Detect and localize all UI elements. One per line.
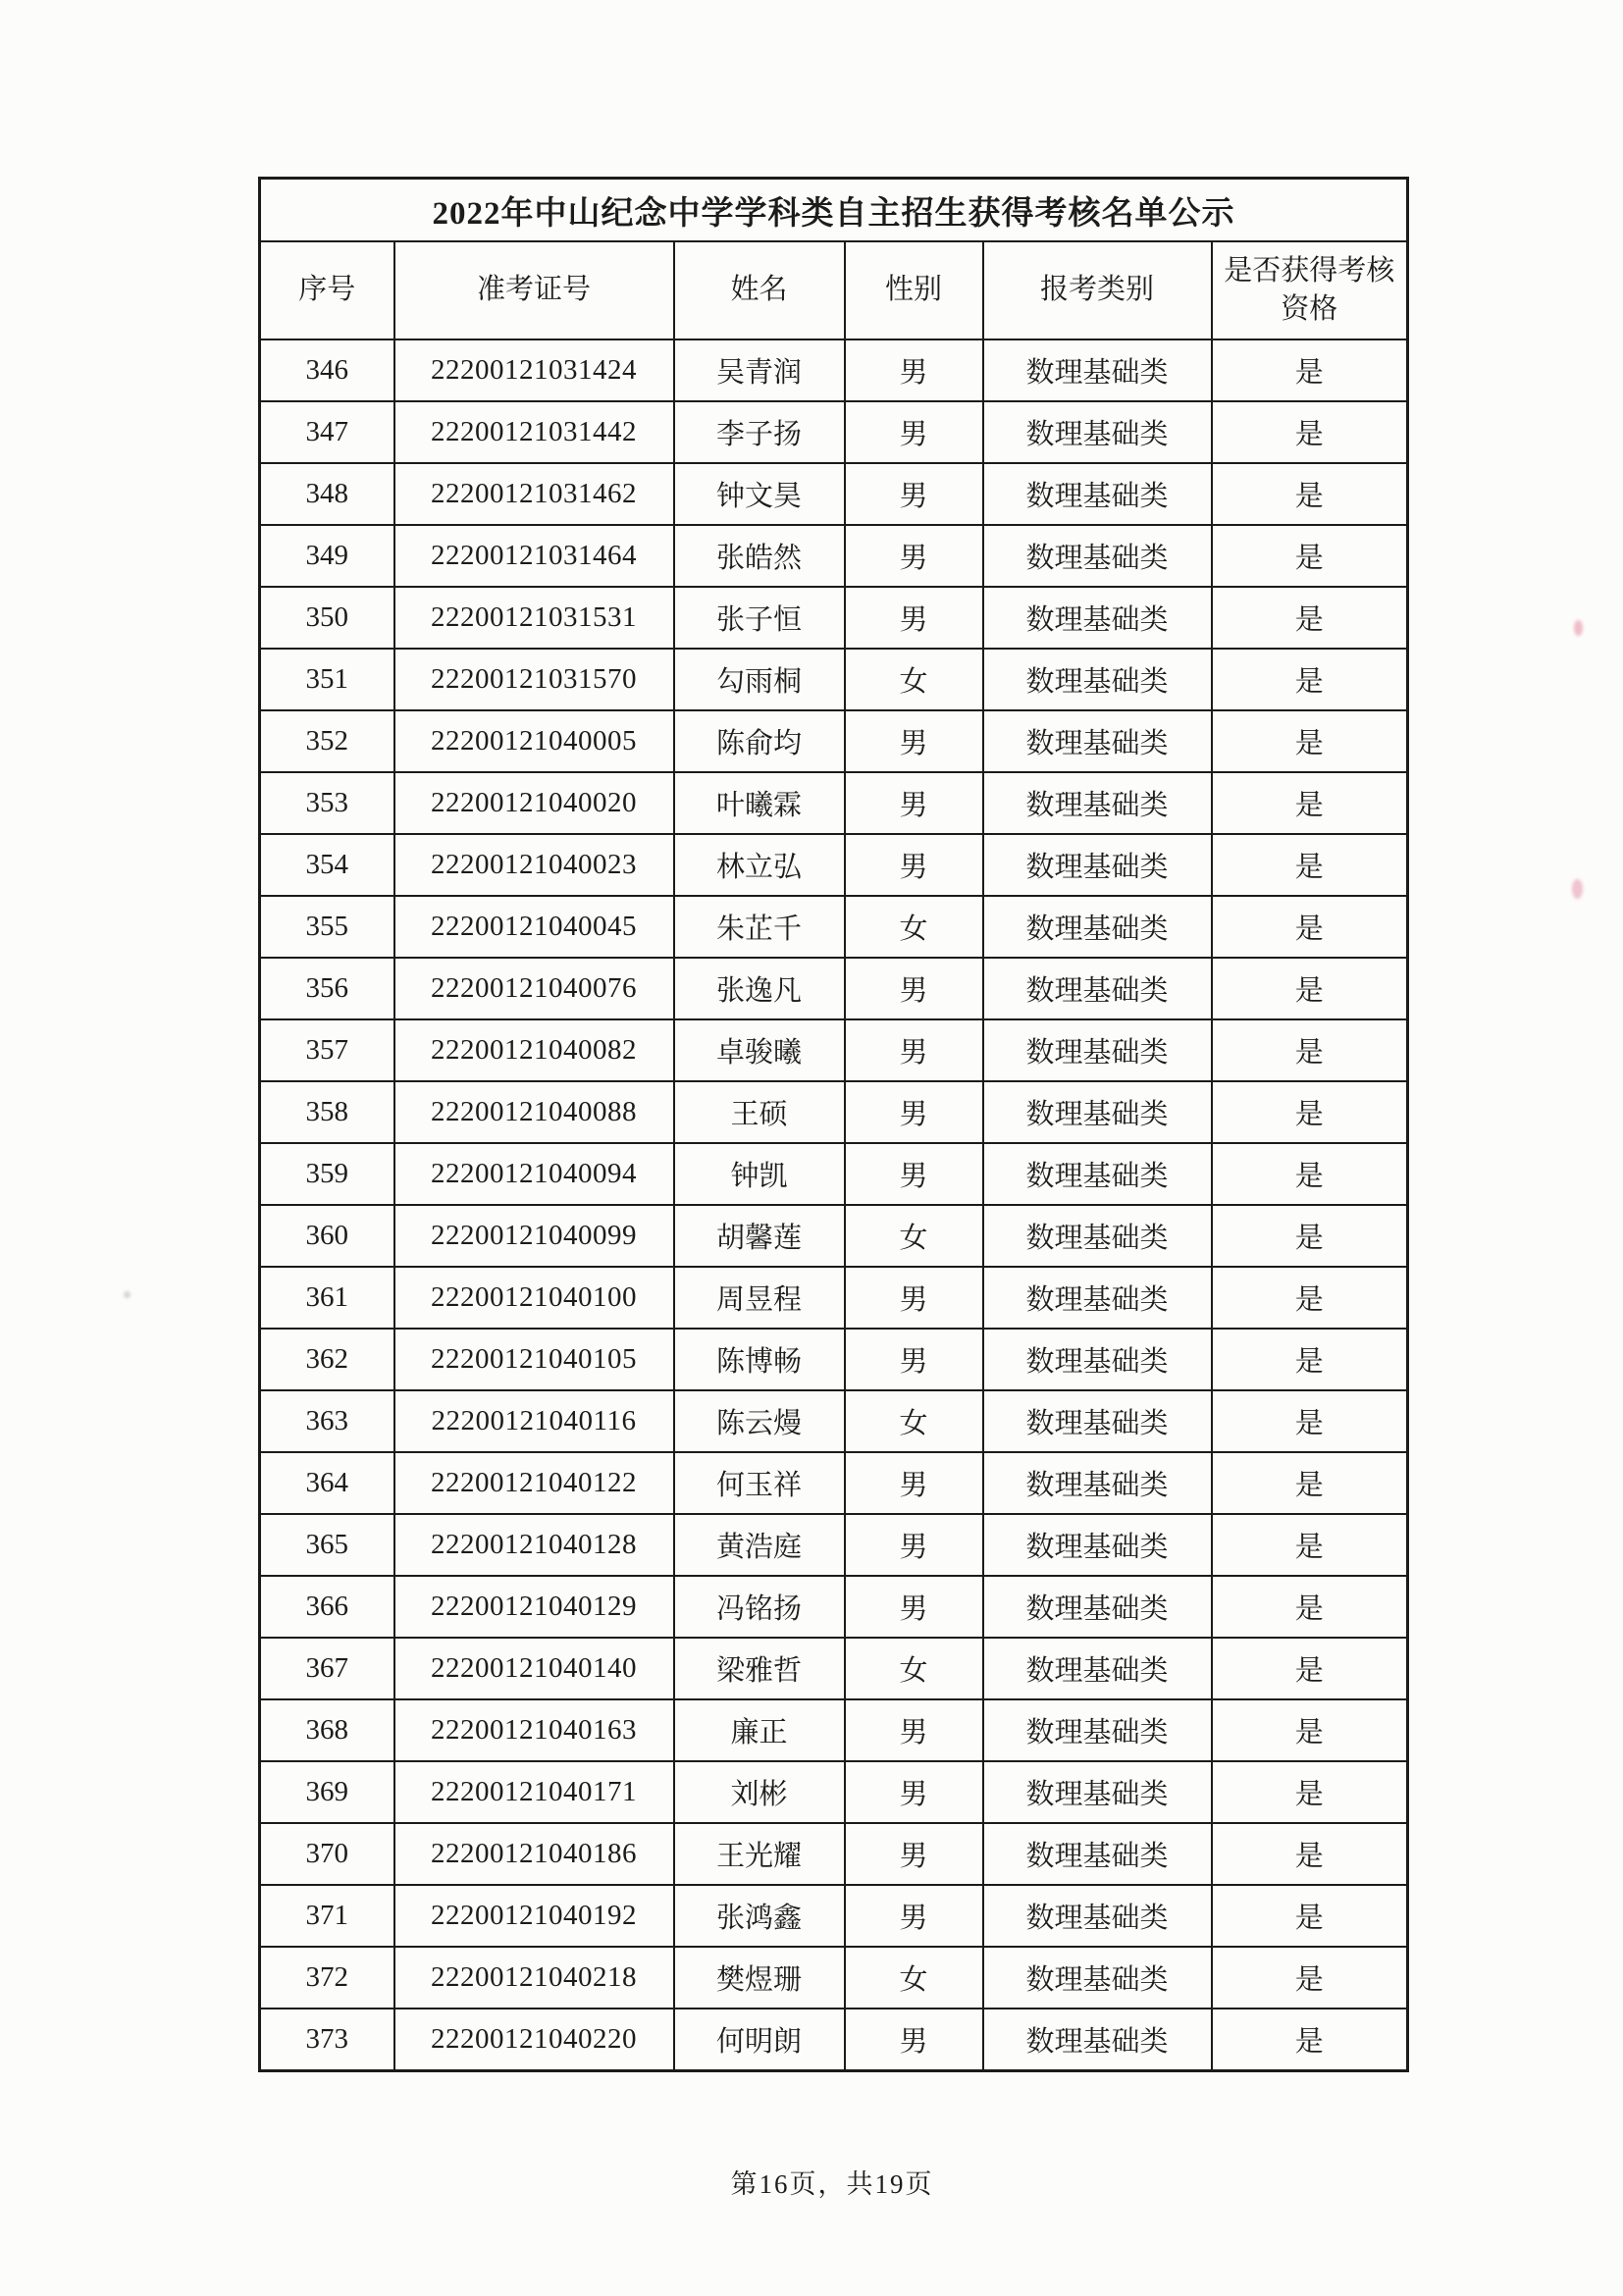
category-cell: 数理基础类	[983, 958, 1212, 1019]
row-index-cell: 369	[260, 1761, 394, 1823]
row-index-cell: 348	[260, 463, 394, 525]
category-cell: 数理基础类	[983, 2009, 1212, 2071]
ticket-number-cell: 22200121040218	[394, 1947, 674, 2009]
gender-cell: 女	[845, 1947, 983, 2009]
ticket-number-cell: 22200121040005	[394, 710, 674, 772]
table-row	[260, 958, 1408, 1019]
qualified-cell: 是	[1212, 1947, 1408, 2009]
category-cell: 数理基础类	[983, 772, 1212, 834]
row-index-cell: 367	[260, 1638, 394, 1699]
name-cell: 王硕	[674, 1081, 845, 1143]
category-cell: 数理基础类	[983, 1823, 1212, 1885]
ticket-number-cell: 22200121040099	[394, 1205, 674, 1267]
table-row	[260, 1143, 1408, 1205]
category-cell: 数理基础类	[983, 1205, 1212, 1267]
column-header-name: 姓名	[674, 241, 845, 339]
table-row	[260, 1205, 1408, 1267]
ticket-number-cell: 22200121040128	[394, 1514, 674, 1576]
row-index-cell: 373	[260, 2009, 394, 2071]
table-row	[260, 834, 1408, 896]
ticket-number-cell: 22200121040020	[394, 772, 674, 834]
name-cell: 张鸿鑫	[674, 1885, 845, 1947]
category-cell: 数理基础类	[983, 1947, 1212, 2009]
column-header-gender: 性别	[845, 241, 983, 339]
name-cell: 王光耀	[674, 1823, 845, 1885]
ticket-number-cell: 22200121040094	[394, 1143, 674, 1205]
row-index-cell: 362	[260, 1329, 394, 1390]
qualified-cell: 是	[1212, 1514, 1408, 1576]
gender-cell: 男	[845, 834, 983, 896]
row-index-cell: 364	[260, 1452, 394, 1514]
qualified-cell: 是	[1212, 1576, 1408, 1638]
qualified-cell: 是	[1212, 1390, 1408, 1452]
name-cell: 胡馨莲	[674, 1205, 845, 1267]
qualified-cell: 是	[1212, 401, 1408, 463]
name-cell: 梁雅哲	[674, 1638, 845, 1699]
scan-artifact-grey-dot	[124, 1291, 131, 1298]
table-row	[260, 2009, 1408, 2071]
qualified-cell: 是	[1212, 587, 1408, 649]
qualified-cell: 是	[1212, 1761, 1408, 1823]
name-cell: 何玉祥	[674, 1452, 845, 1514]
name-cell: 卓骏曦	[674, 1019, 845, 1081]
gender-cell: 女	[845, 896, 983, 958]
row-index-cell: 352	[260, 710, 394, 772]
name-cell: 钟文昊	[674, 463, 845, 525]
ticket-number-cell: 22200121031464	[394, 525, 674, 587]
name-cell: 李子扬	[674, 401, 845, 463]
gender-cell: 男	[845, 1699, 983, 1761]
name-cell: 张子恒	[674, 587, 845, 649]
table-row	[260, 525, 1408, 587]
category-cell: 数理基础类	[983, 1885, 1212, 1947]
gender-cell: 男	[845, 339, 983, 401]
category-cell: 数理基础类	[983, 463, 1212, 525]
qualified-cell: 是	[1212, 1019, 1408, 1081]
ticket-number-cell: 22200121040088	[394, 1081, 674, 1143]
table-row	[260, 1823, 1408, 1885]
page-number-footer: 第16页，共19页	[730, 2169, 934, 2199]
table-row	[260, 896, 1408, 958]
gender-cell: 男	[845, 401, 983, 463]
gender-cell: 男	[845, 772, 983, 834]
gender-cell: 女	[845, 1638, 983, 1699]
row-index-cell: 351	[260, 649, 394, 710]
category-cell: 数理基础类	[983, 525, 1212, 587]
name-cell: 冯铭扬	[674, 1576, 845, 1638]
ticket-number-cell: 22200121040192	[394, 1885, 674, 1947]
category-cell: 数理基础类	[983, 834, 1212, 896]
ticket-number-cell: 22200121040045	[394, 896, 674, 958]
qualified-cell: 是	[1212, 1205, 1408, 1267]
name-cell: 钟凯	[674, 1143, 845, 1205]
table-row	[260, 1885, 1408, 1947]
table-row	[260, 1267, 1408, 1329]
category-cell: 数理基础类	[983, 710, 1212, 772]
row-index-cell: 368	[260, 1699, 394, 1761]
column-header-ticket-number: 准考证号	[394, 241, 674, 339]
gender-cell: 男	[845, 1019, 983, 1081]
admission-qualification-table	[258, 177, 1409, 2072]
ticket-number-cell: 22200121040122	[394, 1452, 674, 1514]
category-cell: 数理基础类	[983, 1267, 1212, 1329]
column-header-index: 序号	[260, 241, 394, 339]
row-index-cell: 356	[260, 958, 394, 1019]
category-cell: 数理基础类	[983, 649, 1212, 710]
qualified-cell: 是	[1212, 2009, 1408, 2071]
scan-artifact-pink-mark	[1574, 620, 1583, 636]
gender-cell: 男	[845, 1514, 983, 1576]
qualified-cell: 是	[1212, 834, 1408, 896]
ticket-number-cell: 22200121031424	[394, 339, 674, 401]
document-title: 2022年中山纪念中学学科类自主招生获得考核名单公示	[260, 179, 1408, 242]
ticket-number-cell: 22200121040220	[394, 2009, 674, 2071]
qualified-cell: 是	[1212, 1823, 1408, 1885]
qualified-cell: 是	[1212, 649, 1408, 710]
gender-cell: 男	[845, 958, 983, 1019]
table-row	[260, 463, 1408, 525]
row-index-cell: 357	[260, 1019, 394, 1081]
qualified-cell: 是	[1212, 1638, 1408, 1699]
name-cell: 吴青润	[674, 339, 845, 401]
table-row	[260, 1947, 1408, 2009]
scan-artifact-pink-mark	[1572, 879, 1583, 899]
name-cell: 周昱程	[674, 1267, 845, 1329]
table-row	[260, 1514, 1408, 1576]
name-cell: 刘彬	[674, 1761, 845, 1823]
qualified-cell: 是	[1212, 772, 1408, 834]
gender-cell: 男	[845, 1081, 983, 1143]
category-cell: 数理基础类	[983, 401, 1212, 463]
qualified-cell: 是	[1212, 1329, 1408, 1390]
table-row	[260, 1576, 1408, 1638]
name-cell: 樊煜珊	[674, 1947, 845, 2009]
table-row	[260, 339, 1408, 401]
row-index-cell: 360	[260, 1205, 394, 1267]
category-cell: 数理基础类	[983, 339, 1212, 401]
row-index-cell: 353	[260, 772, 394, 834]
row-index-cell: 347	[260, 401, 394, 463]
category-cell: 数理基础类	[983, 1329, 1212, 1390]
name-cell: 廉正	[674, 1699, 845, 1761]
table-title-row	[260, 179, 1408, 242]
table-row	[260, 1638, 1408, 1699]
gender-cell: 男	[845, 1329, 983, 1390]
qualified-cell: 是	[1212, 710, 1408, 772]
ticket-number-cell: 22200121031462	[394, 463, 674, 525]
ticket-number-cell: 22200121040163	[394, 1699, 674, 1761]
column-header-category: 报考类别	[983, 241, 1212, 339]
ticket-number-cell: 22200121040023	[394, 834, 674, 896]
qualified-cell: 是	[1212, 1885, 1408, 1947]
name-cell: 林立弘	[674, 834, 845, 896]
name-cell: 陈云熳	[674, 1390, 845, 1452]
gender-cell: 男	[845, 525, 983, 587]
name-cell: 黄浩庭	[674, 1514, 845, 1576]
category-cell: 数理基础类	[983, 1081, 1212, 1143]
qualified-cell: 是	[1212, 1699, 1408, 1761]
row-index-cell: 349	[260, 525, 394, 587]
table-row	[260, 772, 1408, 834]
gender-cell: 女	[845, 1205, 983, 1267]
qualified-cell: 是	[1212, 1452, 1408, 1514]
gender-cell: 男	[845, 1143, 983, 1205]
row-index-cell: 372	[260, 1947, 394, 2009]
ticket-number-cell: 22200121031442	[394, 401, 674, 463]
gender-cell: 男	[845, 1823, 983, 1885]
table-row	[260, 1329, 1408, 1390]
row-index-cell: 355	[260, 896, 394, 958]
qualified-cell: 是	[1212, 463, 1408, 525]
ticket-number-cell: 22200121031531	[394, 587, 674, 649]
name-cell: 勾雨桐	[674, 649, 845, 710]
row-index-cell: 359	[260, 1143, 394, 1205]
ticket-number-cell: 22200121040082	[394, 1019, 674, 1081]
qualified-cell: 是	[1212, 1267, 1408, 1329]
ticket-number-cell: 22200121031570	[394, 649, 674, 710]
ticket-number-cell: 22200121040171	[394, 1761, 674, 1823]
ticket-number-cell: 22200121040140	[394, 1638, 674, 1699]
table-body	[260, 339, 1408, 2071]
name-cell: 陈俞均	[674, 710, 845, 772]
gender-cell: 男	[845, 1267, 983, 1329]
table-header-row	[260, 241, 1408, 339]
gender-cell: 男	[845, 710, 983, 772]
row-index-cell: 350	[260, 587, 394, 649]
ticket-number-cell: 22200121040100	[394, 1267, 674, 1329]
row-index-cell: 366	[260, 1576, 394, 1638]
row-index-cell: 346	[260, 339, 394, 401]
gender-cell: 男	[845, 1452, 983, 1514]
name-cell: 张逸凡	[674, 958, 845, 1019]
gender-cell: 女	[845, 1390, 983, 1452]
ticket-number-cell: 22200121040186	[394, 1823, 674, 1885]
category-cell: 数理基础类	[983, 587, 1212, 649]
table-row	[260, 1761, 1408, 1823]
qualified-cell: 是	[1212, 339, 1408, 401]
table-row	[260, 587, 1408, 649]
qualified-cell: 是	[1212, 1143, 1408, 1205]
ticket-number-cell: 22200121040105	[394, 1329, 674, 1390]
row-index-cell: 370	[260, 1823, 394, 1885]
name-cell: 何明朗	[674, 2009, 845, 2071]
qualified-cell: 是	[1212, 525, 1408, 587]
ticket-number-cell: 22200121040116	[394, 1390, 674, 1452]
category-cell: 数理基础类	[983, 1452, 1212, 1514]
table-row	[260, 1390, 1408, 1452]
gender-cell: 男	[845, 1885, 983, 1947]
qualified-cell: 是	[1212, 958, 1408, 1019]
name-cell: 陈博畅	[674, 1329, 845, 1390]
table-row	[260, 1019, 1408, 1081]
row-index-cell: 358	[260, 1081, 394, 1143]
name-cell: 朱芷千	[674, 896, 845, 958]
category-cell: 数理基础类	[983, 1514, 1212, 1576]
gender-cell: 男	[845, 1576, 983, 1638]
gender-cell: 女	[845, 649, 983, 710]
category-cell: 数理基础类	[983, 1699, 1212, 1761]
table-row	[260, 401, 1408, 463]
table-row	[260, 710, 1408, 772]
ticket-number-cell: 22200121040076	[394, 958, 674, 1019]
name-cell: 叶曦霖	[674, 772, 845, 834]
ticket-number-cell: 22200121040129	[394, 1576, 674, 1638]
category-cell: 数理基础类	[983, 1576, 1212, 1638]
gender-cell: 男	[845, 587, 983, 649]
table-row	[260, 1081, 1408, 1143]
table-row	[260, 1699, 1408, 1761]
row-index-cell: 371	[260, 1885, 394, 1947]
category-cell: 数理基础类	[983, 1638, 1212, 1699]
table-row	[260, 1452, 1408, 1514]
category-cell: 数理基础类	[983, 1761, 1212, 1823]
row-index-cell: 354	[260, 834, 394, 896]
category-cell: 数理基础类	[983, 1019, 1212, 1081]
gender-cell: 男	[845, 1761, 983, 1823]
qualified-cell: 是	[1212, 896, 1408, 958]
category-cell: 数理基础类	[983, 896, 1212, 958]
row-index-cell: 361	[260, 1267, 394, 1329]
qualified-cell: 是	[1212, 1081, 1408, 1143]
column-header-qualified: 是否获得考核资格	[1212, 241, 1408, 339]
row-index-cell: 363	[260, 1390, 394, 1452]
gender-cell: 男	[845, 463, 983, 525]
gender-cell: 男	[845, 2009, 983, 2071]
category-cell: 数理基础类	[983, 1390, 1212, 1452]
table-row	[260, 649, 1408, 710]
row-index-cell: 365	[260, 1514, 394, 1576]
category-cell: 数理基础类	[983, 1143, 1212, 1205]
name-cell: 张皓然	[674, 525, 845, 587]
